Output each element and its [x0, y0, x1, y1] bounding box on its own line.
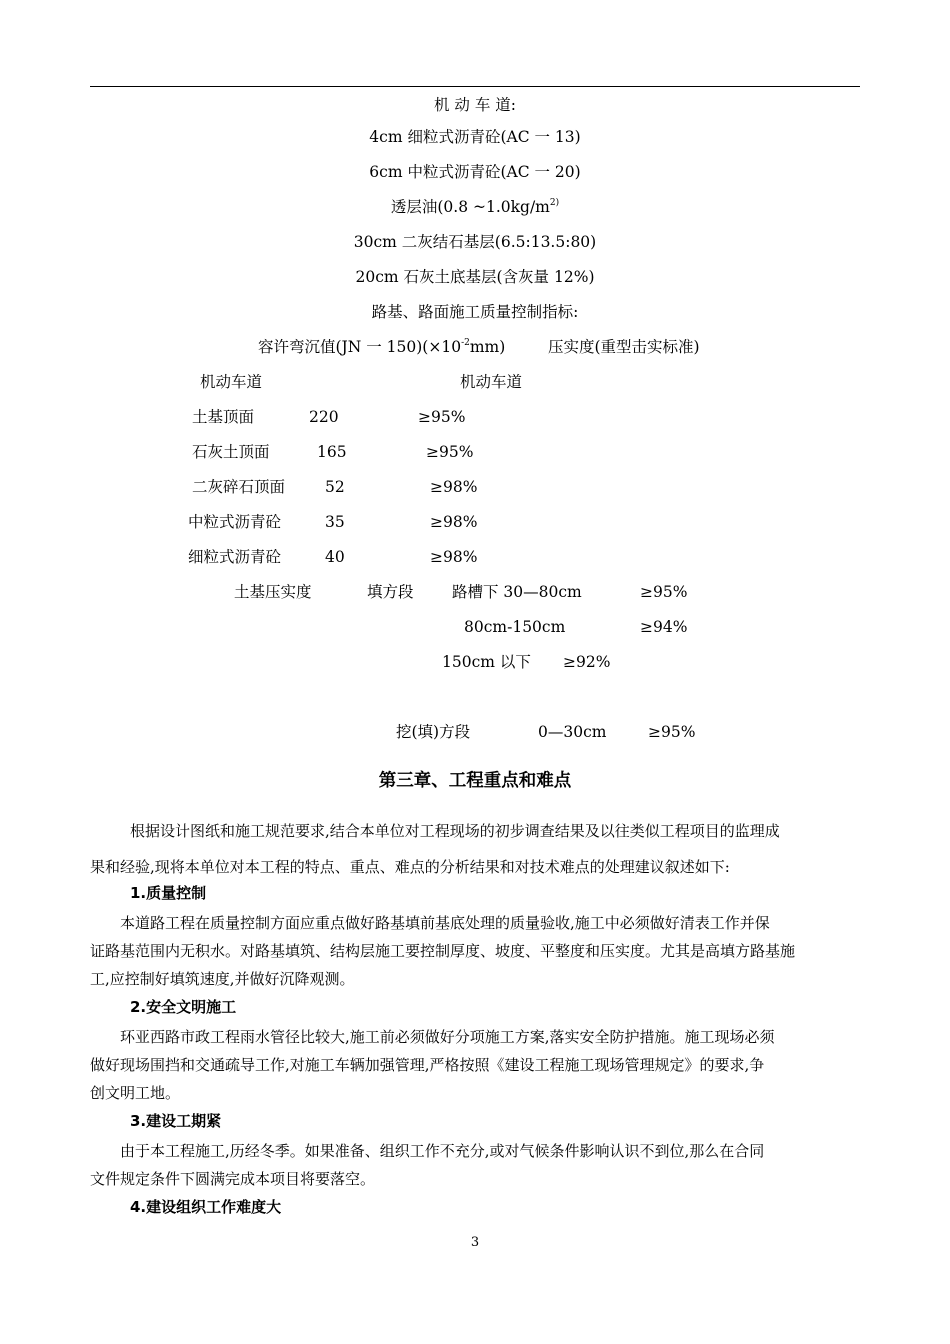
control-title: 路基、路面施工质量控制指标: — [371, 303, 579, 321]
fill-value: ≥95% — [640, 583, 688, 601]
cut-section-label: 挖(填)方段 — [396, 723, 471, 741]
fill-depth: 150cm 以下 — [442, 653, 531, 671]
intro-line: 根据设计图纸和施工规范要求,结合本单位对工程现场的初步调查结果及以往类似工程项目的监理成 — [130, 822, 780, 840]
row-compaction: ≥98% — [430, 478, 478, 496]
fill-value: ≥94% — [640, 618, 688, 636]
fill-depth: 路槽下 30—80cm — [452, 583, 582, 601]
cut-value: ≥95% — [648, 723, 696, 741]
section-schedule-body — [90, 1137, 862, 1193]
intro-line: 果和经验,现将本单位对本工程的特点、重点、难点的分析结果和对技术难点的处理建议叙述如下: — [90, 858, 730, 876]
paragraph-line: 环亚西路市政工程雨水管径比较大,施工前必须做好分项施工方案,落实安全防护措施。施工现场必须 — [120, 1028, 775, 1046]
section-title-schedule: 3.建设工期紧 — [130, 1112, 222, 1130]
row-compaction: ≥95% — [418, 408, 466, 426]
paragraph-line: 创文明工地。 — [90, 1084, 181, 1102]
row-deflection: 220 — [309, 408, 339, 426]
layer-lime-fly-ash: 30cm 二灰结石基层(6.5:13.5:80) — [353, 233, 597, 251]
paragraph-line: 做好现场围挡和交通疏导工作,对施工车辆加强管理,严格按照《建设工程施工现场管理规定》的要求,争 — [90, 1056, 765, 1074]
row-name: 石灰土顶面 — [192, 443, 270, 461]
row-name: 二灰碎石顶面 — [192, 478, 286, 496]
section-title-quality: 1.质量控制 — [130, 884, 207, 902]
paragraph-line: 本道路工程在质量控制方面应重点做好路基填前基底处理的质量验收,施工中必须做好清表工作并保 — [120, 914, 770, 932]
row-deflection: 165 — [317, 443, 347, 461]
deflection-unit: mm) — [469, 338, 506, 356]
row-name: 中粒式沥青砼 — [188, 513, 282, 531]
section-title-organization: 4.建设组织工作难度大 — [130, 1198, 282, 1216]
row-name: 细粒式沥青砼 — [188, 548, 282, 566]
column-right-label: 机动车道 — [460, 373, 523, 391]
fill-depth: 80cm-150cm — [464, 618, 566, 636]
section-title-safety: 2.安全文明施工 — [130, 998, 237, 1016]
header-rule — [90, 86, 860, 87]
row-deflection: 35 — [325, 513, 345, 531]
paragraph-line: 由于本工程施工,历经冬季。如果准备、组织工作不充分,或对气候条件影响认识不到位,那么在合同 — [120, 1142, 765, 1160]
row-name: 土基顶面 — [192, 408, 255, 426]
layer-lime-soil: 20cm 石灰土底基层(含灰量 12%) — [355, 268, 595, 286]
compaction-header: 压实度(重型击实标准) — [548, 338, 700, 356]
paragraph-line: 证路基范围内无积水。对路基填筑、结构层施工要控制厚度、坡度、平整度和压实度。尤其是高填方路基施 — [90, 942, 796, 960]
fill-section-label: 填方段 — [367, 583, 414, 601]
column-left-label: 机动车道 — [200, 373, 263, 391]
layer-medium-asphalt: 6cm 中粒式沥青砼(AC 一 20) — [369, 163, 581, 181]
subgrade-label: 土基压实度 — [234, 583, 312, 601]
deflection-header — [258, 337, 505, 357]
intro-paragraph — [90, 813, 862, 885]
row-deflection: 40 — [325, 548, 345, 566]
chapter-title: 第三章、工程重点和难点 — [378, 771, 572, 791]
deflection-text: 容许弯沉值(JN 一 150)(×10 — [258, 338, 462, 356]
cut-depth: 0—30cm — [538, 723, 607, 741]
deflection-sup: -2 — [461, 337, 470, 348]
prime-coat-line — [0, 197, 950, 217]
section-safety-body — [90, 1023, 862, 1107]
row-compaction: ≥98% — [430, 513, 478, 531]
page-number: 3 — [470, 1235, 480, 1250]
prime-coat-text: 透层油(0.8 ~1.0kg/m — [390, 198, 550, 216]
layer-fine-asphalt: 4cm 细粒式沥青砼(AC 一 13) — [369, 128, 581, 146]
paragraph-line: 文件规定条件下圆满完成本项目将要落空。 — [90, 1170, 376, 1188]
row-deflection: 52 — [325, 478, 345, 496]
section-quality-body — [90, 909, 862, 993]
paragraph-line: 工,应控制好填筑速度,并做好沉降观测。 — [90, 970, 355, 988]
row-compaction: ≥95% — [426, 443, 474, 461]
fill-value: ≥92% — [563, 653, 611, 671]
prime-coat-sup: 2) — [549, 197, 560, 208]
lane-heading: 机 动 车 道: — [433, 96, 516, 114]
row-compaction: ≥98% — [430, 548, 478, 566]
